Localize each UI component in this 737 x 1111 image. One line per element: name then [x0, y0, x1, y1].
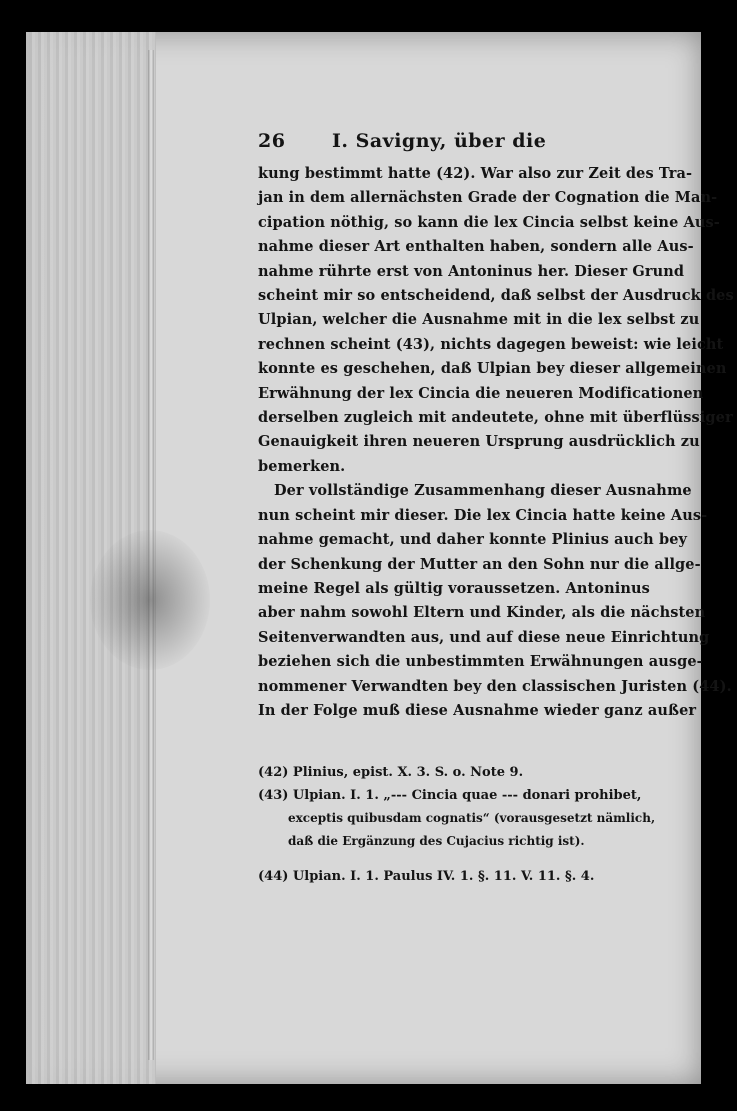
text-line: In der Folge muß diese Ausnahme wieder ganz außer	[258, 701, 697, 719]
paper-stain	[90, 530, 210, 670]
text-line: konnte es geschehen, daß Ulpian bey dieser allgemeinen	[258, 360, 727, 378]
text-line: nahme dieser Art enthalten haben, sondern alle Aus-	[258, 238, 694, 256]
page-text	[258, 130, 734, 888]
text-line: nahme rührte erst von Antoninus her. Dieser Grund	[258, 262, 685, 280]
text-line: jan in dem allernächsten Grade der Cognation die Man-	[258, 189, 718, 207]
text-line: nommener Verwandten bey den classischen Juristen (44).	[258, 677, 732, 695]
text-line: rechnen scheint (43), nichts dagegen beweist: wie leicht	[258, 335, 724, 353]
text-line: Erwähnung der lex Cincia die neueren Modificationen	[258, 384, 704, 402]
footnote-42: (42) Plinius, epist. X. 3. S. o. Note 9.	[258, 765, 524, 781]
text-line: nun scheint mir dieser. Die lex Cincia hatte keine Aus-	[258, 506, 708, 524]
footnote-44: (44) Ulpian. I. 1. Paulus IV. 1. §. 11. V. 11. §. 4.	[258, 869, 595, 885]
text-line: der Schenkung der Mutter an den Sohn nur die allge-	[258, 555, 701, 573]
text-line: Der vollständige Zusammenhang dieser Ausnahme	[274, 482, 692, 500]
text-line: bemerken.	[258, 457, 346, 475]
text-line: nahme gemacht, und daher konnte Plinius auch bey	[258, 531, 688, 549]
page-number: 26	[258, 130, 286, 152]
footnote-43: (43) Ulpian. I. 1. „--- Cincia quae --- donari prohibet,	[258, 788, 642, 804]
text-line: kung bestimmt hatte (42). War also zur Zeit des Tra-	[258, 165, 693, 182]
text-line: derselben zugleich mit andeutete, ohne mit überflüssiger	[258, 409, 733, 427]
text-line: aber nahm sowohl Eltern und Kinder, als die nächsten	[258, 604, 706, 622]
text-line: Ulpian, welcher die Ausnahme mit in die lex selbst zu	[258, 311, 700, 329]
footnote-43-continued: daß die Ergänzung des Cujacius richtig ist).	[288, 834, 585, 849]
text-line: Genauigkeit ihren neueren Ursprung ausdrücklich zu	[258, 433, 700, 451]
text-line: meine Regel als gültig voraussetzen. Antoninus	[258, 579, 650, 597]
text-line: scheint mir so entscheidend, daß selbst der Ausdruck des	[258, 287, 734, 305]
running-head	[258, 130, 648, 152]
text-line: Seitenverwandten aus, und auf diese neue Einrichtung	[258, 628, 710, 646]
text-line: beziehen sich die unbestimmten Erwähnungen ausge-	[258, 653, 703, 671]
footnotes	[258, 761, 656, 888]
text-line: cipation nöthig, so kann die lex Cincia selbst keine Aus-	[258, 213, 720, 231]
footnote-43-continued: exceptis quibusdam cognatis“ (vorausgesetzt nämlich,	[288, 811, 656, 826]
body-text	[258, 162, 734, 723]
running-title: I. Savigny, über die	[332, 130, 547, 152]
